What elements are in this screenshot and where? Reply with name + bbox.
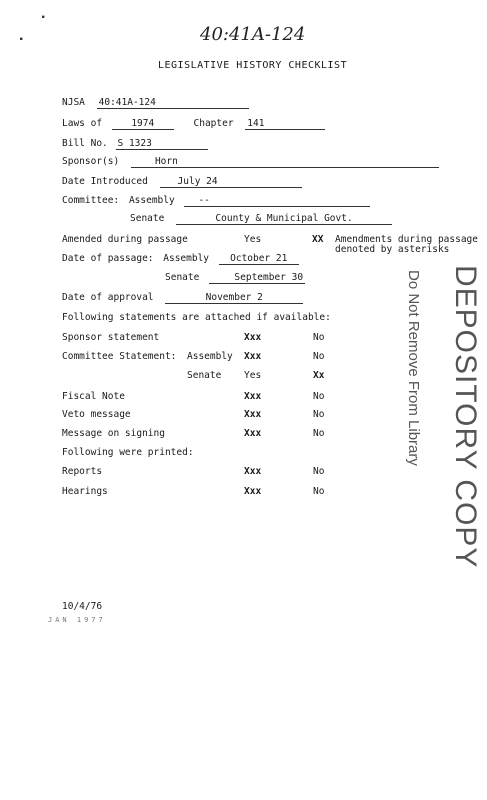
committee-assembly-label: Assembly	[128, 195, 175, 206]
depository-stamp	[400, 265, 482, 569]
passage-assembly-label: Assembly	[163, 253, 210, 264]
sponsor-statement-yes: Xxx	[244, 332, 262, 343]
footer-stamp-date: JAN 1977	[48, 616, 106, 624]
passage-label: Date of passage:	[62, 253, 154, 264]
committee-statement-assembly-no: No	[313, 351, 325, 362]
approval-value: November 2	[165, 292, 303, 304]
committee-statement-senate-yes: Yes	[244, 370, 262, 381]
njsa-row	[62, 97, 249, 109]
bill-value: S 1323	[116, 138, 208, 150]
hearings-label: Hearings	[62, 486, 108, 497]
passage-assembly-row	[62, 253, 299, 265]
hearings-no: No	[313, 486, 325, 497]
passage-senate-row	[165, 272, 305, 284]
passage-senate-value: September 30	[209, 272, 305, 284]
njsa-value: 40:41A-124	[97, 97, 249, 109]
committee-assembly-row	[62, 195, 370, 207]
committee-statement-assembly-yes: Xxx	[244, 351, 262, 362]
reports-yes: Xxx	[244, 466, 262, 477]
fiscal-note-label: Fiscal Note	[62, 391, 125, 402]
hearings-yes: Xxx	[244, 486, 262, 497]
committee-senate-row	[130, 213, 392, 225]
signing-message-label: Message on signing	[62, 428, 165, 439]
sponsor-statement-label: Sponsor statement	[62, 332, 160, 343]
committee-statement-senate-label: Senate	[187, 370, 222, 381]
chapter-value: 141	[245, 118, 325, 130]
committee-senate-value: County & Municipal Govt.	[176, 213, 392, 225]
veto-message-yes: Xxx	[244, 409, 262, 420]
fiscal-note-no: No	[313, 391, 325, 402]
printed-heading: Following were printed:	[62, 447, 194, 458]
committee-statement-label: Committee Statement:	[62, 351, 177, 362]
introduced-label: Date Introduced	[62, 176, 148, 187]
committee-statement-senate-no: Xx	[313, 370, 325, 381]
sponsor-label: Sponsor(s)	[62, 156, 120, 167]
signing-message-yes: Xxx	[244, 428, 262, 439]
reports-no: No	[313, 466, 325, 477]
page-title: LEGISLATIVE HISTORY CHECKLIST	[158, 60, 348, 71]
laws-year: 1974	[112, 118, 174, 130]
introduced-row	[62, 176, 302, 188]
approval-row	[62, 292, 303, 304]
veto-message-no: No	[313, 409, 325, 420]
introduced-value: July 24	[160, 176, 302, 188]
amendments-note-line2: denoted by asterisks	[335, 244, 450, 255]
signing-message-no: No	[313, 428, 325, 439]
bill-label: Bill No.	[62, 138, 108, 149]
passage-senate-label: Senate	[165, 272, 200, 283]
passage-assembly-value: October 21	[219, 253, 299, 265]
committee-statement-assembly-label: Assembly	[187, 351, 233, 362]
laws-label: Laws of	[62, 118, 103, 129]
amended-yes: Yes	[244, 234, 262, 245]
sponsor-statement-no: No	[313, 332, 325, 343]
footer-date: 10/4/76	[62, 601, 103, 612]
committee-label: Committee:	[62, 195, 120, 206]
approval-label: Date of approval	[62, 292, 154, 303]
reports-label: Reports	[62, 466, 103, 477]
bill-row	[62, 138, 208, 150]
attached-heading: Following statements are attached if available:	[62, 312, 331, 323]
sponsor-value: Horn	[131, 156, 439, 168]
committee-assembly-value: --	[184, 195, 370, 207]
fiscal-note-yes: Xxx	[244, 391, 262, 402]
veto-message-label: Veto message	[62, 409, 131, 420]
njsa-label: NJSA	[62, 97, 85, 108]
amended-no: XX	[312, 234, 324, 245]
laws-row	[62, 118, 325, 130]
handwritten-number: 40:41A-124	[200, 24, 306, 45]
committee-senate-label: Senate	[130, 213, 165, 224]
scan-mark: ■	[42, 14, 45, 19]
amendments-note-line1: Amendments during passage	[335, 234, 478, 245]
stamp-line2: Do Not Remove From Library	[405, 270, 422, 466]
amended-label: Amended during passage	[62, 234, 188, 245]
scan-mark: ■	[20, 36, 23, 41]
chapter-label: Chapter	[193, 118, 234, 129]
stamp-line1: DEPOSITORY COPY	[449, 265, 482, 569]
sponsor-row	[62, 156, 439, 168]
